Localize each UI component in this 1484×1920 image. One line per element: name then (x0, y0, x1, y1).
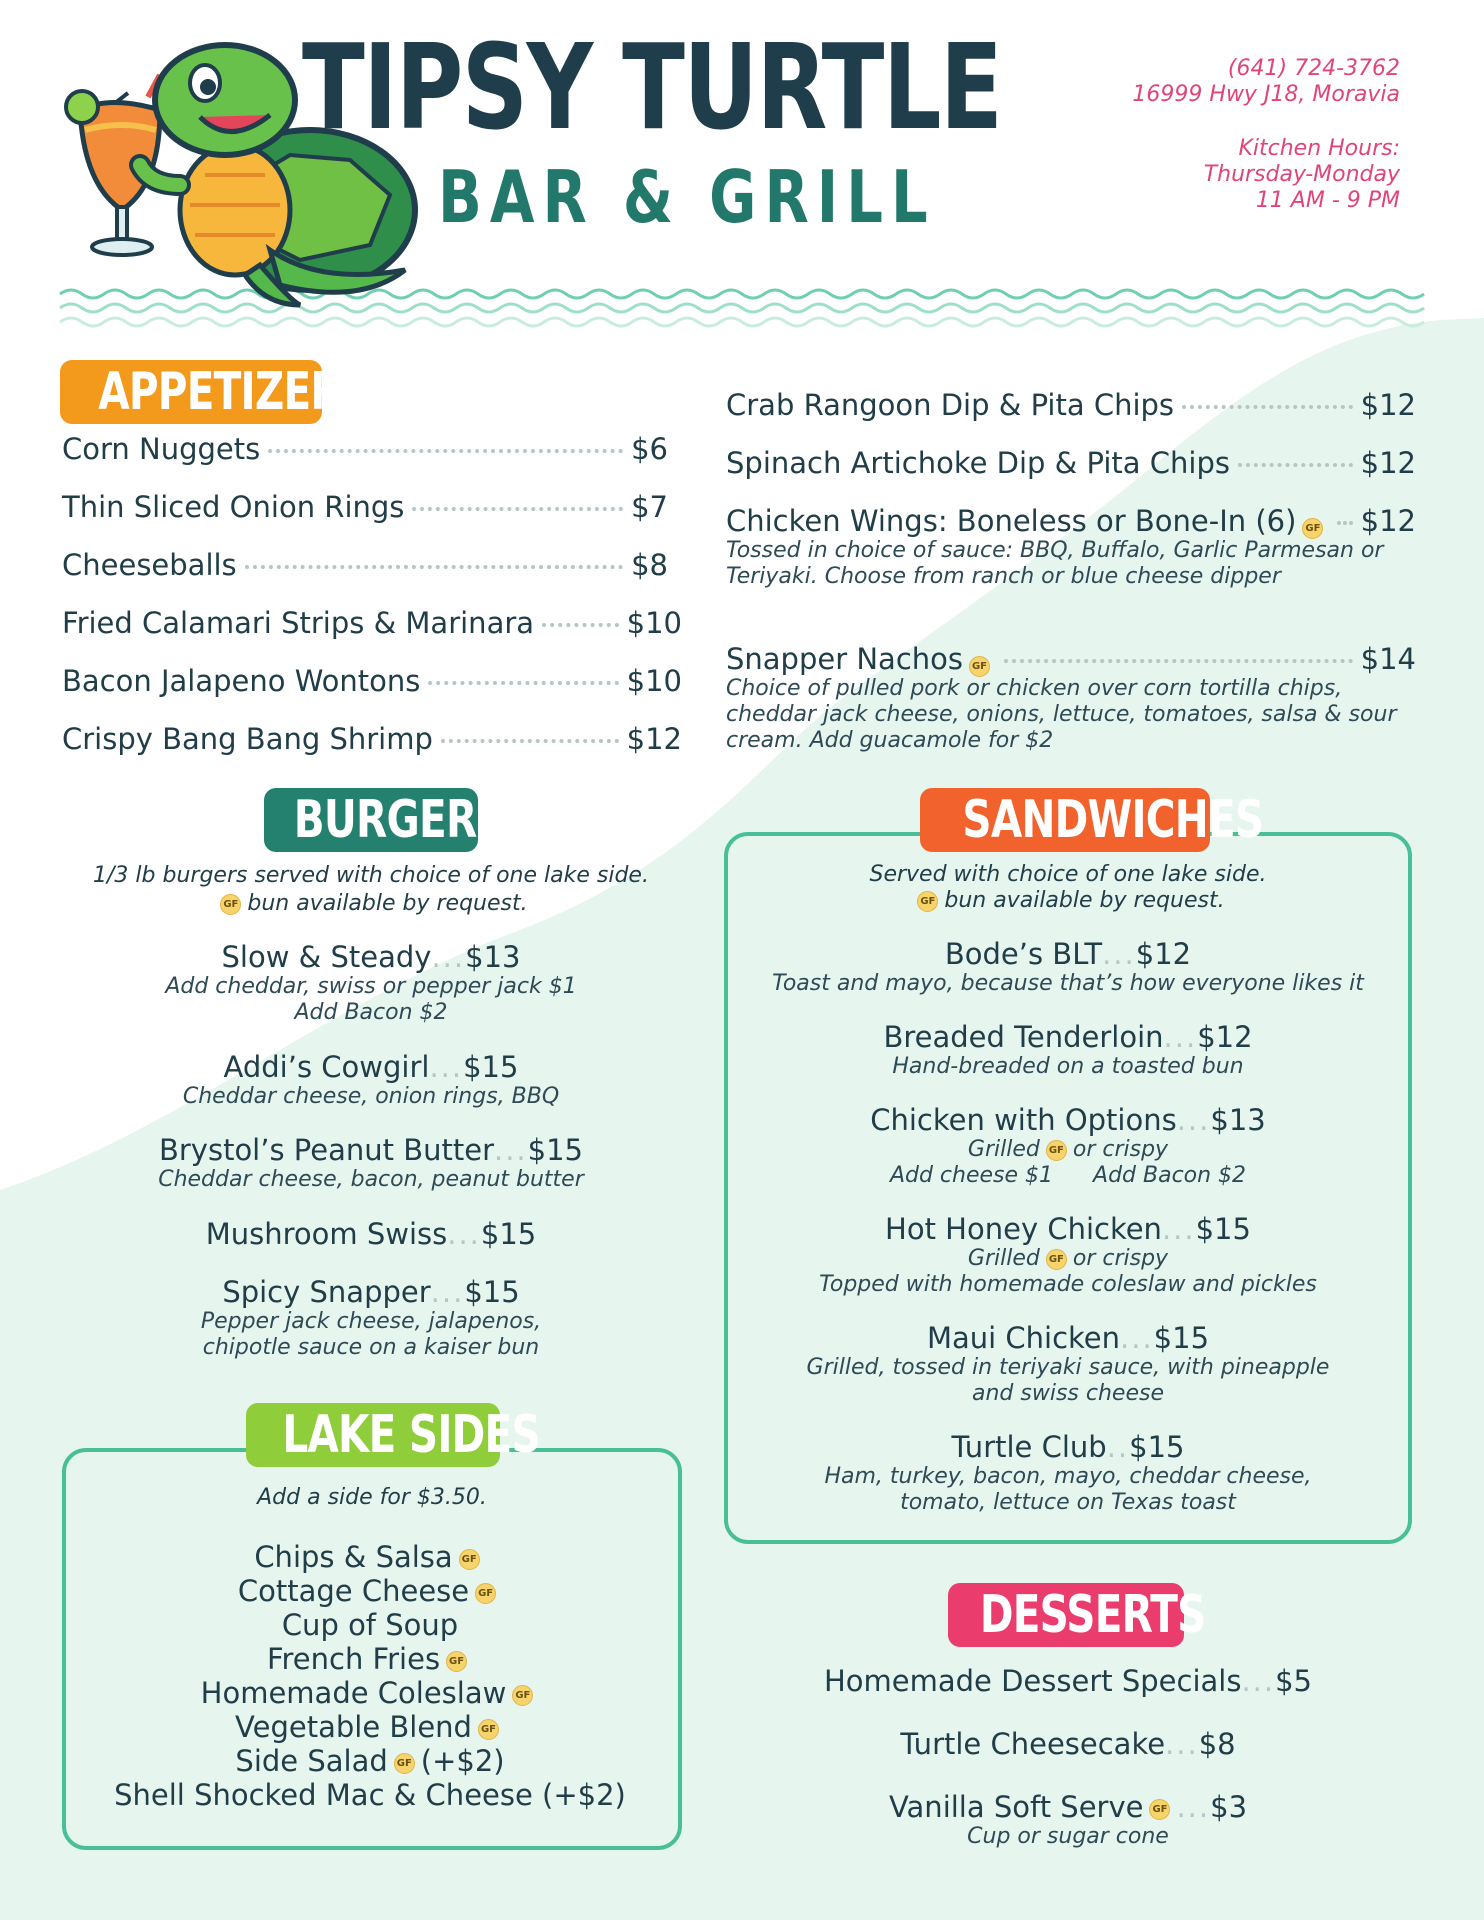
sandwiches-heading: SANDWICHES (920, 788, 1210, 852)
burger-item: Mushroom Swiss...$15 (205, 1217, 537, 1251)
burger-item: Slow & Steady...$13 Add cheddar, swiss or pepper jack $1 Add Bacon $2 (165, 940, 577, 1025)
appetizer-item: Crab Rangoon Dip & Pita Chips $12 (726, 388, 1416, 422)
dessert-item: Homemade Dessert Specials...$5 (823, 1664, 1313, 1698)
burger-item: Spicy Snapper...$15 Pepper jack cheese, jalapenos, chipotle sauce on a kaiser bun (200, 1275, 542, 1360)
item-description: Choice of pulled pork or chicken over corn tortilla chips, cheddar jack cheese, onions, lettuce, tomatoes, salsa & sour cream. Add guacamole for $2 (726, 676, 1397, 753)
list-item: Homemade Coleslaw GF (64, 1676, 676, 1710)
desserts-heading: DESSERTS (948, 1583, 1184, 1647)
brand-subtitle: BAR & GRILL (438, 155, 936, 239)
list-item: Chips & Salsa GF (64, 1540, 676, 1574)
list-item: Shell Shocked Mac & Cheese (+$2) (114, 1778, 626, 1812)
phone-number[interactable]: (641) 724-3762 (1227, 56, 1400, 81)
gluten-free-icon: GF (1046, 1140, 1067, 1161)
burger-item: Brystol’s Peanut Butter...$15 Cheddar cheese, bacon, peanut butter (158, 1133, 584, 1192)
gluten-free-icon: GF (220, 894, 241, 915)
sandwich-item: Maui Chicken...$15 Grilled, tossed in teriyaki sauce, with pineapple and swiss cheese (806, 1321, 1330, 1406)
appetizer-item: Snapper Nachos GF $14 (726, 642, 1416, 676)
appetizer-item: Corn Nuggets $6 (62, 432, 668, 466)
burger-item: Addi’s Cowgirl...$15 Cheddar cheese, onion rings, BBQ (182, 1050, 560, 1109)
appetizer-item: Cheeseballs $8 (62, 548, 668, 582)
list-item: Cottage Cheese GF (64, 1574, 676, 1608)
gluten-free-icon: GF (459, 1549, 480, 1570)
hours-days: Thursday-Monday (1203, 162, 1400, 187)
gluten-free-icon: GF (1302, 518, 1323, 539)
appetizer-item: Thin Sliced Onion Rings $7 (62, 490, 668, 524)
appetizer-item: Bacon Jalapeno Wontons $10 (62, 664, 682, 698)
gluten-free-icon: GF (478, 1719, 499, 1740)
sandwich-item: Hot Honey Chicken...$15 Grilled GF or crispy Topped with homemade coleslaw and pickles (819, 1212, 1317, 1297)
appetizer-item: Spinach Artichoke Dip & Pita Chips $12 (726, 446, 1416, 480)
sandwich-item: Chicken with Options...$13 Grilled GF or crispy Add cheese $1 Add Bacon $2 (870, 1103, 1266, 1188)
contact-info (1132, 56, 1400, 214)
list-item: Side Salad GF (+$2) (235, 1744, 505, 1778)
sandwich-item: Bode’s BLT...$12 Toast and mayo, because that’s how everyone likes it (772, 937, 1364, 996)
gluten-free-icon: GF (917, 891, 938, 912)
appetizers-heading: APPETIZERS (60, 360, 322, 424)
appetizer-item: Chicken Wings: Boneless or Bone-In (6) GF $12 (726, 504, 1416, 538)
hours-label: Kitchen Hours: (1238, 136, 1400, 161)
list-item: Vegetable Blend GF (64, 1710, 676, 1744)
sandwiches-note: Served with choice of one lake side. GF bun available by request. (869, 862, 1267, 913)
sandwich-item: Breaded Tenderloin...$12 Hand-breaded on a toasted bun (883, 1020, 1253, 1079)
gluten-free-icon: GF (512, 1685, 533, 1706)
lake-sides-note: Add a side for $3.50. (257, 1485, 487, 1510)
address: 16999 Hwy J18, Moravia (1132, 82, 1400, 107)
burgers-heading: BURGERS (264, 788, 478, 852)
gluten-free-icon: GF (475, 1583, 496, 1604)
list-item: Cup of Soup (281, 1608, 459, 1642)
item-description: Tossed in choice of sauce: BBQ, Buffalo, Garlic Parmesan or Teriyaki. Choose from ranch or blue cheese dipper (726, 538, 1384, 589)
gluten-free-icon: GF (969, 656, 990, 677)
appetizer-item: Crispy Bang Bang Shrimp $12 (62, 722, 682, 756)
lake-sides-list (64, 1540, 676, 1812)
gluten-free-icon: GF (1046, 1249, 1067, 1270)
dessert-item: Turtle Cheesecake...$8 (900, 1727, 1236, 1761)
list-item: French Fries GF (64, 1642, 676, 1676)
gluten-free-icon: GF (446, 1651, 467, 1672)
brand-name: TIPSY TURTLE (302, 18, 1002, 156)
appetizer-item: Fried Calamari Strips & Marinara $10 (62, 606, 682, 640)
burgers-note: 1/3 lb burgers served with choice of one lake side. GF bun available by request. (93, 863, 649, 916)
gluten-free-icon: GF (394, 1753, 415, 1774)
hours-time: 11 AM - 9 PM (1255, 188, 1400, 213)
dessert-item: Vanilla Soft Serve GF ...$3 Cup or sugar cone (888, 1790, 1248, 1849)
gluten-free-icon: GF (1149, 1799, 1170, 1820)
lake-sides-heading: LAKE SIDES (246, 1403, 500, 1467)
sandwich-item: Turtle Club..$15 Ham, turkey, bacon, mayo, cheddar cheese, tomato, lettuce on Texas toast (824, 1430, 1312, 1515)
